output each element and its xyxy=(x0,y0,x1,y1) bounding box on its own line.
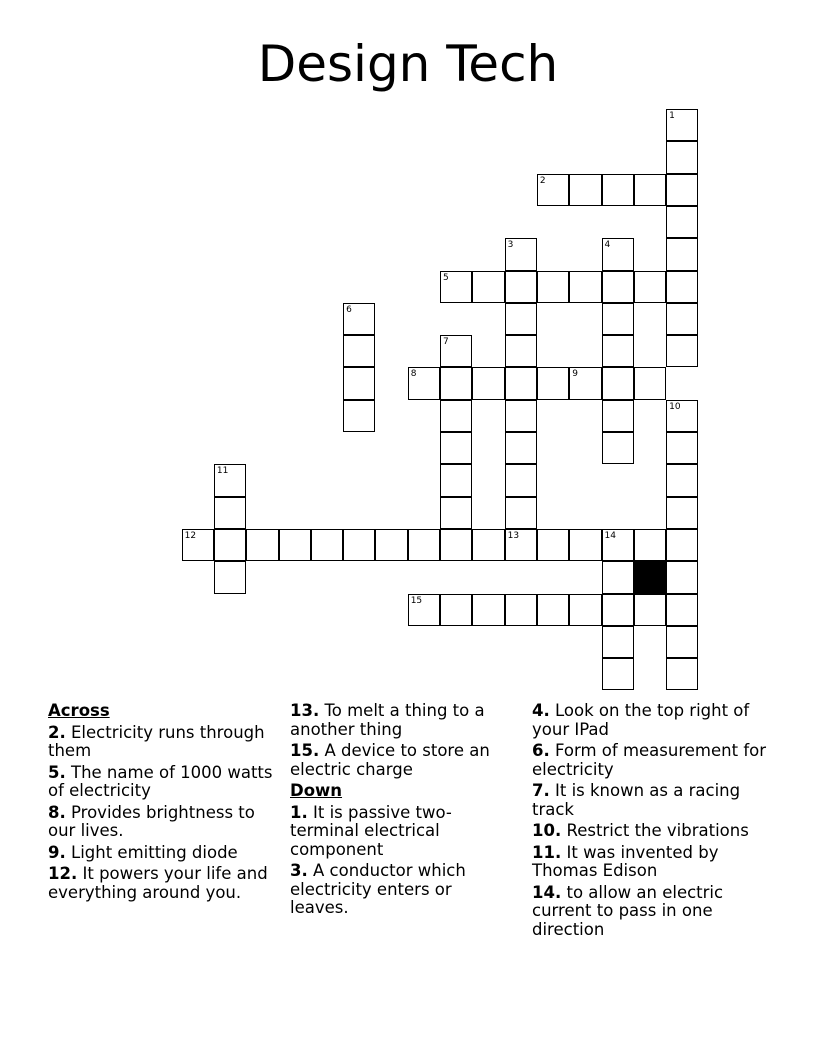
grid-cell[interactable] xyxy=(375,529,407,561)
clue-down-14: 14. to allow an electric current to pass in one direction xyxy=(532,882,724,939)
clue-down-6: 6. Form of measurement for electricity xyxy=(532,741,767,779)
grid-cell[interactable] xyxy=(408,594,440,626)
clues-column-3 xyxy=(532,702,777,942)
grid-cell[interactable] xyxy=(472,594,504,626)
grid-cell[interactable] xyxy=(569,271,601,303)
grid-cell[interactable] xyxy=(666,432,698,464)
clue-across-5: 5. The name of 1000 watts of electricity xyxy=(48,762,273,800)
grid-cell[interactable] xyxy=(666,206,698,238)
grid-cell[interactable] xyxy=(440,594,472,626)
grid-cell[interactable] xyxy=(214,464,246,496)
grid-cell[interactable] xyxy=(279,529,311,561)
cell-number: 6 xyxy=(346,304,352,315)
cell-number: 12 xyxy=(184,530,197,541)
cell-number: 9 xyxy=(572,369,578,380)
grid-cell[interactable] xyxy=(666,594,698,626)
clue-down-11: 11. It was invented by Thomas Edison xyxy=(532,842,719,880)
grid-cell[interactable] xyxy=(537,529,569,561)
grid-cell[interactable] xyxy=(666,626,698,658)
grid-cell[interactable] xyxy=(602,626,634,658)
grid-cell[interactable] xyxy=(666,497,698,529)
grid-cell[interactable] xyxy=(343,335,375,367)
grid-cell[interactable] xyxy=(440,400,472,432)
grid-cell[interactable] xyxy=(666,658,698,690)
grid-cell[interactable] xyxy=(537,174,569,206)
grid-cell[interactable] xyxy=(602,432,634,464)
clues-column-1 xyxy=(48,702,273,905)
page-title: Design Tech xyxy=(257,35,559,93)
grid-cell[interactable] xyxy=(440,497,472,529)
grid-cell[interactable] xyxy=(602,561,634,593)
clue-across-12: 12. It powers your life and everything around you. xyxy=(48,864,268,902)
grid-cell[interactable] xyxy=(343,400,375,432)
grid-cell[interactable] xyxy=(182,529,214,561)
clue-across-13: 13. To melt a thing to a another thing xyxy=(290,701,485,739)
grid-cell[interactable] xyxy=(505,335,537,367)
grid-cell[interactable] xyxy=(602,367,634,399)
grid-cell[interactable] xyxy=(505,497,537,529)
grid-cell[interactable] xyxy=(666,529,698,561)
cell-number: 5 xyxy=(443,272,449,283)
grid-cell[interactable] xyxy=(408,367,440,399)
grid-cell[interactable] xyxy=(343,367,375,399)
grid-cell[interactable] xyxy=(537,367,569,399)
grid-cell[interactable] xyxy=(602,594,634,626)
grid-cell[interactable] xyxy=(537,594,569,626)
cell-number: 1 xyxy=(669,111,675,121)
grid-cell[interactable] xyxy=(666,335,698,367)
cell-number: 3 xyxy=(507,240,514,251)
cell-number: 2 xyxy=(539,175,546,186)
grid-cell[interactable] xyxy=(440,529,472,561)
grid-cell[interactable] xyxy=(666,238,698,270)
clues-column-2 xyxy=(290,702,515,921)
cell-number: 4 xyxy=(604,240,611,251)
cell-number: 13 xyxy=(507,530,520,541)
clue-down-4: 4. Look on the top right of your IPad xyxy=(532,701,750,739)
grid-cell[interactable] xyxy=(440,367,472,399)
grid-cell[interactable] xyxy=(214,497,246,529)
grid-cell[interactable] xyxy=(505,529,537,561)
grid-cell[interactable] xyxy=(569,174,601,206)
grid-cell[interactable] xyxy=(666,464,698,496)
grid-cell[interactable] xyxy=(246,529,278,561)
grid-cell[interactable] xyxy=(666,271,698,303)
clue-across-15: 15. A device to store an electric charge xyxy=(290,741,490,779)
cell-number: 7 xyxy=(443,337,449,348)
grid-cell[interactable] xyxy=(440,464,472,496)
grid-cell[interactable] xyxy=(472,271,504,303)
grid-cell[interactable] xyxy=(505,271,537,303)
grid-cell[interactable] xyxy=(505,238,537,270)
grid-cell[interactable] xyxy=(311,529,343,561)
down-heading: Down xyxy=(290,781,343,800)
cell-number: 10 xyxy=(669,401,681,412)
grid-cell[interactable] xyxy=(602,658,634,690)
grid-cell[interactable] xyxy=(666,561,698,593)
grid-cell-black xyxy=(634,561,666,593)
grid-cell[interactable] xyxy=(602,335,634,367)
cell-number: 15 xyxy=(410,595,423,606)
cell-number: 14 xyxy=(604,530,616,541)
clue-down-10: 10. Restrict the vibrations xyxy=(532,821,749,840)
grid-cell[interactable] xyxy=(634,529,666,561)
across-heading: Across xyxy=(48,701,110,720)
grid-cell[interactable] xyxy=(634,367,666,399)
grid-cell[interactable] xyxy=(214,529,246,561)
clue-across-2: 2. Electricity runs through them xyxy=(48,722,265,760)
grid-cell[interactable] xyxy=(505,303,537,335)
grid-cell[interactable] xyxy=(440,271,472,303)
grid-cell[interactable] xyxy=(440,432,472,464)
grid-cell[interactable] xyxy=(634,174,666,206)
grid-cell[interactable] xyxy=(440,335,472,367)
grid-cell[interactable] xyxy=(505,367,537,399)
clue-down-1: 1. It is passive two-terminal electrical component xyxy=(290,802,452,859)
grid-cell[interactable] xyxy=(505,464,537,496)
grid-cell[interactable] xyxy=(666,400,698,432)
clue-across-9: 9. Light emitting diode xyxy=(48,842,238,862)
grid-cell[interactable] xyxy=(666,109,698,141)
grid-cell[interactable] xyxy=(602,271,634,303)
grid-cell[interactable] xyxy=(602,238,634,270)
grid-cell[interactable] xyxy=(602,400,634,432)
clue-down-3: 3. A conductor which electricity enters or leaves. xyxy=(290,861,466,917)
grid-cell[interactable] xyxy=(569,367,601,399)
grid-cell[interactable] xyxy=(472,367,504,399)
grid-cell[interactable] xyxy=(666,303,698,335)
grid-cell[interactable] xyxy=(666,141,698,173)
grid-cell[interactable] xyxy=(505,400,537,432)
clue-across-8: 8. Provides brightness to our lives. xyxy=(48,802,255,840)
grid-cell[interactable] xyxy=(214,561,246,593)
clue-down-7: 7. It is known as a racing track xyxy=(532,781,741,819)
grid-cell[interactable] xyxy=(343,529,375,561)
grid-cell[interactable] xyxy=(569,594,601,626)
cell-number: 8 xyxy=(410,369,417,380)
grid-cell[interactable] xyxy=(634,271,666,303)
grid-cell[interactable] xyxy=(472,529,504,561)
grid-cell[interactable] xyxy=(408,529,440,561)
grid-cell[interactable] xyxy=(569,529,601,561)
grid-cell[interactable] xyxy=(602,303,634,335)
grid-cell[interactable] xyxy=(505,432,537,464)
grid-cell[interactable] xyxy=(602,529,634,561)
grid-cell[interactable] xyxy=(537,271,569,303)
grid-cell[interactable] xyxy=(343,303,375,335)
grid-cell[interactable] xyxy=(505,594,537,626)
grid-cell[interactable] xyxy=(602,174,634,206)
grid-cell[interactable] xyxy=(666,174,698,206)
grid-cell[interactable] xyxy=(634,594,666,626)
cell-number: 11 xyxy=(216,466,229,477)
